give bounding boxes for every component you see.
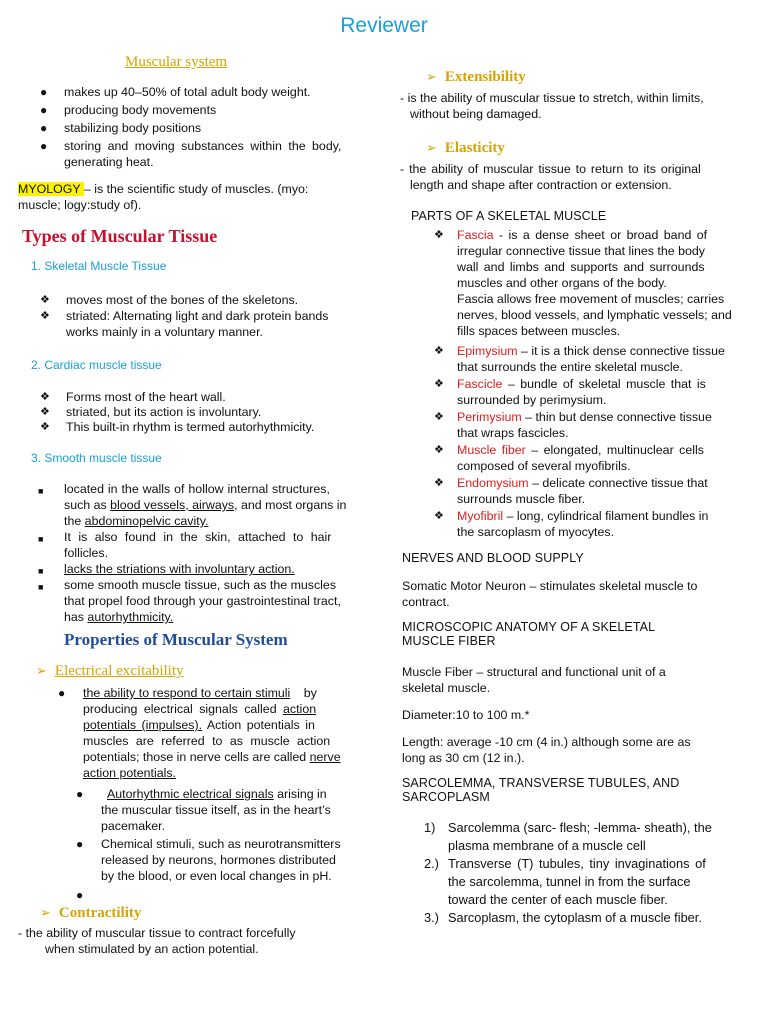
contractility-paragraph: - the ability of muscular tissue to contract forcefully when stimulated by an action potential. <box>18 926 296 957</box>
diamond-bullet-icon: ❖ <box>434 477 444 489</box>
muscular-system-heading: Muscular system <box>125 54 228 70</box>
elasticity-heading-row <box>426 139 505 157</box>
arrow-bullet-icon: ➢ <box>426 69 437 84</box>
contractility-heading-row <box>40 904 141 922</box>
bullet-icon: ● <box>40 121 48 135</box>
diamond-bullet-icon: ❖ <box>40 294 50 306</box>
square-bullet-icon: ■ <box>38 582 44 592</box>
diamond-bullet-icon: ❖ <box>434 345 444 357</box>
parts-heading: PARTS OF A SKELETAL MUSCLE <box>411 209 607 223</box>
diamond-bullet-icon: ❖ <box>434 411 444 423</box>
cardiac-label: 2. Cardiac muscle tissue <box>31 358 162 372</box>
smooth-label: 3. Smooth muscle tissue <box>31 451 162 465</box>
electrical-heading: Electrical excitability <box>54 663 184 679</box>
square-bullet-icon: ■ <box>38 486 44 496</box>
extensibility-paragraph: - is the ability of muscular tissue to stretch, within limits, without being damaged. <box>400 91 704 122</box>
microscopic-heading: MICROSCOPIC ANATOMY OF A SKELETAL MUSCLE FIBER <box>402 620 656 648</box>
diamond-bullet-icon: ❖ <box>434 229 444 241</box>
diamond-bullet-icon: ❖ <box>40 421 50 433</box>
properties-heading: Properties of Muscular System <box>64 630 288 649</box>
square-bullet-icon: ■ <box>38 566 44 576</box>
elasticity-paragraph: - the ability of muscular tissue to return to its original length and shape after contraction or extension. <box>400 162 701 193</box>
electrical-heading-row <box>36 662 184 680</box>
list-item: works mainly in a voluntary manner. <box>66 325 263 339</box>
contractility-heading: Contractility <box>58 905 142 921</box>
nerves-paragraph: Somatic Motor Neuron – stimulates skeletal muscle to contract. <box>402 579 698 610</box>
page-title: Reviewer <box>340 14 428 37</box>
diamond-bullet-icon: ❖ <box>434 444 444 456</box>
extensibility-heading: Extensibility <box>444 69 526 85</box>
diamond-bullet-icon: ❖ <box>434 378 444 390</box>
extensibility-heading-row <box>426 68 526 86</box>
bullet-icon: ● <box>58 686 66 700</box>
bullet-icon: ● <box>76 837 84 851</box>
square-bullet-icon: ■ <box>38 534 44 544</box>
arrow-bullet-icon: ➢ <box>36 663 47 678</box>
diamond-bullet-icon: ❖ <box>40 310 50 322</box>
bullet-icon: ● <box>40 103 48 117</box>
diamond-bullet-icon: ❖ <box>434 510 444 522</box>
elasticity-heading: Elasticity <box>444 140 505 156</box>
bullet-icon: ● <box>40 85 48 99</box>
diamond-bullet-icon: ❖ <box>40 406 50 418</box>
myology-definition: MYOLOGY – is the scientific study of muscles. (myo: muscle; logy:study of). <box>18 182 309 213</box>
diamond-bullet-icon: ❖ <box>40 391 50 403</box>
skeletal-label: 1. Skeletal Muscle Tissue <box>31 259 167 273</box>
myology-term: MYOLOGY <box>18 182 84 196</box>
arrow-bullet-icon: ➢ <box>40 905 51 920</box>
arrow-bullet-icon: ➢ <box>426 140 437 155</box>
bullet-icon: ● <box>76 787 84 801</box>
nerves-heading: NERVES AND BLOOD SUPPLY <box>402 551 584 565</box>
bullet-icon: ● <box>76 888 84 902</box>
sarcolemma-heading: SARCOLEMMA, TRANSVERSE TUBULES, AND SARCOPLASM <box>402 776 680 804</box>
bullet-icon: ● <box>40 139 48 153</box>
types-heading: Types of Muscular Tissue <box>22 226 218 246</box>
